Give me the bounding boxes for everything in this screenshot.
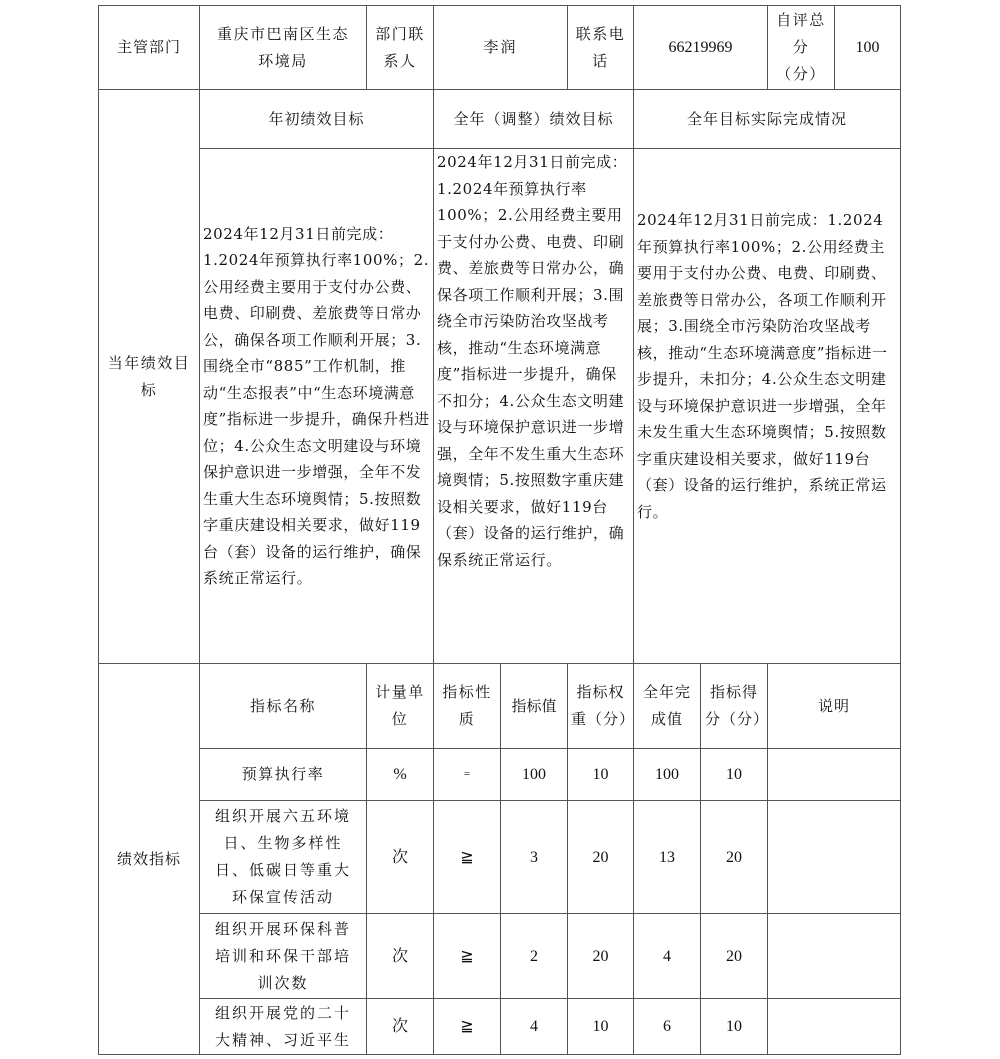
indicator-unit: 次 [391, 947, 408, 965]
actual-result-cell [633, 148, 901, 664]
indicator-nature: ≧ [460, 1018, 474, 1035]
initial-goal-cell [199, 148, 434, 664]
indicators-section-label-cell [98, 663, 200, 1055]
dept-label: 主管部门 [116, 38, 181, 56]
indicator-actual: 100 [655, 766, 679, 783]
score-label-cell [767, 5, 835, 90]
table-row-1-unit [366, 800, 434, 914]
header-target [500, 663, 568, 749]
table-row-2-target [500, 913, 568, 999]
indicator-target: 3 [530, 848, 538, 866]
indicator-nature: ≧ [460, 848, 474, 866]
header-actual [633, 663, 701, 749]
table-row-3-weight [567, 998, 634, 1055]
indicator-nature: = [463, 768, 471, 780]
header-unit-label: 计量单位 [375, 683, 425, 728]
table-row-0-unit [366, 748, 434, 801]
dept-label-cell [98, 5, 200, 90]
table-row-2-score [700, 913, 768, 999]
table-row-3-note [767, 998, 901, 1055]
phone-label-cell [567, 5, 634, 90]
header-indicator-name [199, 663, 367, 749]
table-row-0-weight [567, 748, 634, 801]
indicator-unit: 次 [391, 848, 408, 866]
table-row-2-actual [633, 913, 701, 999]
indicator-weight: 10 [592, 1018, 609, 1035]
phone-value-cell [633, 5, 768, 90]
goals-section-label-cell [98, 89, 200, 664]
table-row-3-nature [433, 998, 501, 1055]
table-row-0-name [199, 748, 367, 801]
header-score-label: 指标得分（分） [705, 683, 770, 728]
table-row-2-nature [433, 913, 501, 999]
col-adjusted-goal-header [433, 89, 634, 149]
phone-value: 66219969 [668, 39, 733, 56]
contact-label-cell [366, 5, 434, 90]
indicator-unit: 次 [391, 1018, 408, 1035]
indicator-actual: 6 [663, 1018, 671, 1035]
indicator-name: 组织开展六五环境日、生物多样性日、低碳日等重大环保宣传活动 [214, 807, 351, 906]
indicator-score: 10 [726, 766, 742, 783]
table-row-3-target [500, 998, 568, 1055]
indicator-weight: 20 [592, 947, 609, 965]
table-row-1-score [700, 800, 768, 914]
dept-value: 重庆市巴南区生态环境局 [216, 24, 349, 70]
indicator-name: 组织开展环保科普培训和环保干部培训次数 [214, 919, 351, 992]
header-nature-label: 指标性质 [442, 683, 492, 728]
header-note [767, 663, 901, 749]
table-row-0-note [767, 748, 901, 801]
indicator-actual: 13 [659, 848, 675, 866]
table-row-0-nature [433, 748, 501, 801]
col-actual-result-header [633, 89, 901, 149]
score-label: 自评总分（分） [776, 11, 826, 83]
indicator-actual: 4 [663, 947, 671, 965]
header-score [700, 663, 768, 749]
goals-section-label: 当年绩效目标 [107, 353, 191, 399]
contact-label: 部门联系人 [375, 24, 425, 70]
indicators-section-label: 绩效指标 [116, 849, 181, 868]
table-row-1-nature [433, 800, 501, 914]
header-indicator-name-label: 指标名称 [249, 696, 316, 715]
indicator-weight: 20 [592, 848, 609, 866]
table-row-1-weight [567, 800, 634, 914]
table-row-2-note [767, 913, 901, 999]
contact-value: 李润 [483, 38, 518, 56]
indicator-score: 10 [726, 1018, 742, 1035]
col-initial-goal-label: 年初绩效目标 [268, 109, 365, 128]
header-weight [567, 663, 634, 749]
table-row-1-name [199, 800, 367, 914]
score-value: 100 [855, 39, 880, 56]
header-unit [366, 663, 434, 749]
indicator-name: 预算执行率 [241, 765, 325, 783]
indicator-target: 100 [522, 766, 546, 783]
adjusted-goal-text: 2024年12月31日前完成：1.2024年预算执行率100%；2.公用经费主要用于支付办公费、电费、印刷费、差旅费等日常办公，确保各项工作顺利开展；3.围绕全市污染防治攻坚战考核，推动“生态环境满意度”指标进一步提升，确保不扣分；4.公众生态文明建设与环境保护意识进一步增强，全年不发生重大生态环境舆情；5.按照数字重庆建设相关要求，做好119台（套）设备的运行维护，确保系统正常运行。 [437, 153, 628, 569]
adjusted-goal-cell [433, 148, 634, 664]
indicator-score: 20 [726, 848, 742, 866]
header-target-label: 指标值 [511, 696, 557, 715]
score-value-cell [834, 5, 901, 90]
col-adjusted-goal-label: 全年（调整）绩效目标 [453, 109, 614, 128]
indicator-name: 组织开展党的二十大精神、习近平生 [214, 1003, 351, 1049]
table-row-3-name [199, 998, 367, 1055]
contact-value-cell [433, 5, 568, 90]
table-row-0-target [500, 748, 568, 801]
indicator-score: 20 [726, 947, 742, 965]
indicator-nature: ≧ [460, 947, 474, 965]
table-row-1-target [500, 800, 568, 914]
header-actual-label: 全年完成值 [642, 683, 691, 728]
table-row-2-name [199, 913, 367, 999]
col-actual-result-label: 全年目标实际完成情况 [686, 109, 847, 128]
table-row-3-score [700, 998, 768, 1055]
table-row-0-score [700, 748, 768, 801]
indicator-target: 4 [530, 1018, 538, 1035]
table-row-1-note [767, 800, 901, 914]
indicator-weight: 10 [592, 766, 609, 783]
header-weight-label: 指标权重（分） [571, 683, 636, 728]
table-row-1-actual [633, 800, 701, 914]
header-nature [433, 663, 501, 749]
col-initial-goal-header [199, 89, 434, 149]
table-row-2-unit [366, 913, 434, 999]
table-row-2-weight [567, 913, 634, 999]
actual-result-text: 2024年12月31日前完成：1.2024年预算执行率100%；2.公用经费主要用于支付办公费、电费、印刷费、差旅费等日常办公，各项工作顺利开展；3.围绕全市污染防治攻坚战考核，推动“生态环境满意度”指标进一步提升，未扣分；4.公众生态文明建设与环境保护意识进一步增强，全年未发生重大生态环境舆情；5.按照数字重庆建设相关要求，做好119台（套）设备的运行维护，系统正常运行。 [637, 211, 888, 521]
phone-label: 联系电话 [575, 24, 626, 70]
table-row-3-actual [633, 998, 701, 1055]
initial-goal-text: 2024年12月31日前完成：1.2024年预算执行率100%；2.公用经费主要用于支付办公费、电费、印刷费、差旅费等日常办公，确保各项工作顺利开展；3.围绕全市“885”工作机制，推动“生态报表”中“生态环境满意度”指标进一步提升，确保升档进位；4.公众生态文明建设与环境保护意识进一步增强，全年不发生重大生态环境舆情；5.按照数字重庆建设相关要求，做好119台（套）设备的运行维护，确保系统正常运行。 [203, 224, 430, 587]
indicator-unit: % [393, 766, 407, 783]
table-row-0-actual [633, 748, 701, 801]
indicator-target: 2 [530, 947, 538, 965]
header-note-label: 说明 [817, 696, 850, 715]
table-row-3-unit [366, 998, 434, 1055]
dept-value-cell [199, 5, 367, 90]
